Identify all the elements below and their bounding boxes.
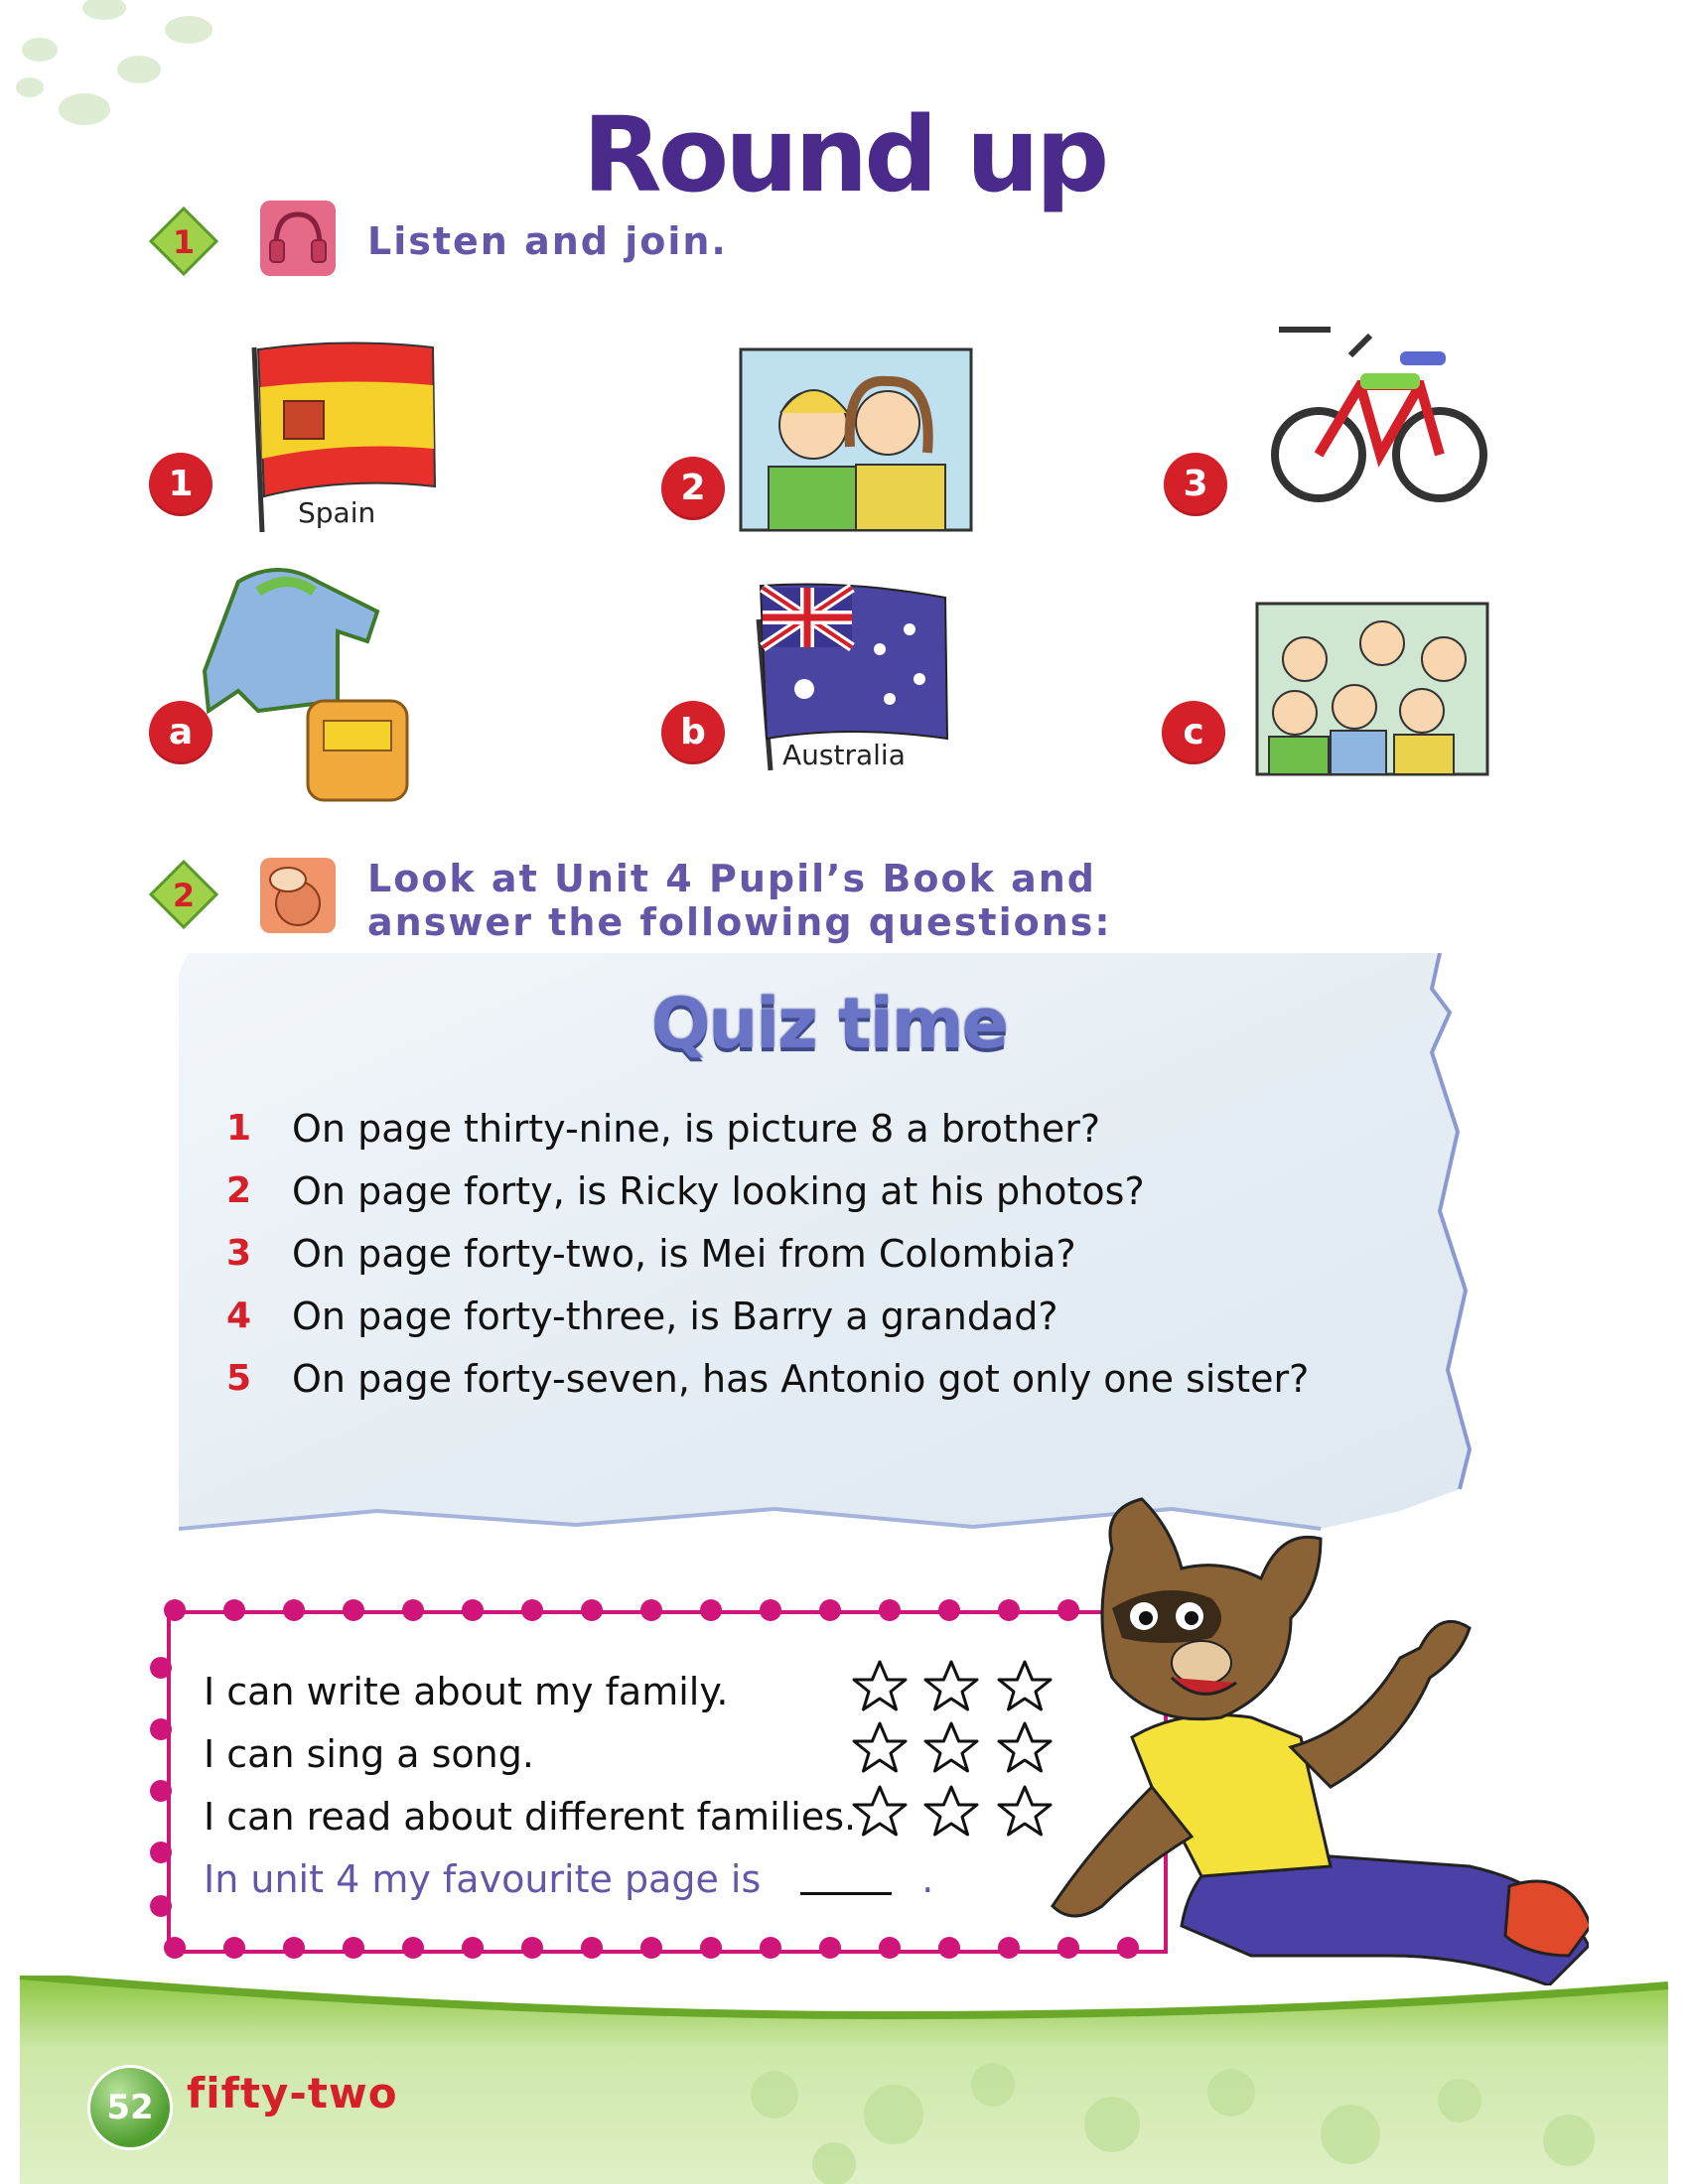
- quiz-question: [226, 1160, 1309, 1222]
- can-do-statement: I can read about different families.: [204, 1794, 857, 1839]
- star-icon[interactable]: [854, 1787, 906, 1835]
- star-icon[interactable]: [925, 1787, 977, 1835]
- star-icon[interactable]: [925, 1723, 977, 1771]
- question-text: On page thirty-nine, is picture 8 a brother?: [292, 1106, 1101, 1151]
- item-letter-a: a: [149, 701, 212, 764]
- question-number: 3: [226, 1233, 252, 1274]
- question-text: On page forty-two, is Mei from Colombia?: [292, 1231, 1076, 1276]
- exercise-1-number: 1: [172, 223, 196, 261]
- quiz-question: [226, 1347, 1309, 1410]
- page-number-badge: 52: [87, 2065, 173, 2150]
- favourite-page-prompt: In unit 4 my favourite page is: [204, 1856, 762, 1901]
- star-icon[interactable]: [854, 1723, 906, 1771]
- star-icon[interactable]: [925, 1662, 977, 1709]
- exercise-2-instruction-line-2: answer the following questions:: [367, 900, 1112, 944]
- exercise-2-number: 2: [172, 877, 196, 914]
- question-number: 2: [226, 1170, 252, 1211]
- question-text: On page forty-three, is Barry a grandad?: [292, 1294, 1058, 1338]
- question-text: On page forty, is Ricky looking at his photos?: [292, 1168, 1145, 1213]
- caption-spain: Spain: [298, 496, 376, 529]
- two-friends-picture: [739, 347, 973, 532]
- exercise-2-badge: [149, 860, 218, 929]
- item-number-2: 2: [661, 457, 725, 520]
- caption-australia: Australia: [782, 739, 906, 771]
- quiz-title: Quiz time: [650, 983, 1008, 1064]
- question-text: On page forty-seven, has Antonio got only one sister?: [292, 1356, 1310, 1401]
- quiz-question: [226, 1097, 1309, 1160]
- quiz-question: [226, 1285, 1309, 1347]
- quiz-question: [226, 1222, 1309, 1285]
- class-photo-picture: [1255, 602, 1489, 776]
- star-icon[interactable]: [854, 1662, 906, 1709]
- can-do-statement: I can write about my family.: [204, 1669, 729, 1713]
- exercise-1-instruction: Listen and join.: [367, 219, 728, 263]
- jacket-and-bag-picture: [199, 552, 427, 816]
- quiz-question-list: [226, 1097, 1309, 1410]
- item-letter-b: b: [661, 701, 725, 764]
- favourite-page-row: [204, 1847, 933, 1910]
- item-number-1: 1: [149, 453, 212, 516]
- bicycle-picture: [1271, 316, 1489, 512]
- exercise-1-badge: [149, 206, 218, 276]
- question-number: 5: [226, 1358, 252, 1399]
- book-icon: [256, 854, 340, 937]
- can-do-statement: I can sing a song.: [204, 1731, 534, 1776]
- question-number: 1: [226, 1108, 252, 1149]
- favourite-page-blank[interactable]: [800, 1862, 892, 1895]
- page-number-word: fifty-two: [187, 2069, 398, 2117]
- headphones-icon: [256, 197, 340, 280]
- self-assessment-list: [204, 1660, 933, 1910]
- favourite-page-period: .: [921, 1856, 934, 1901]
- item-letter-c: c: [1162, 701, 1225, 764]
- question-number: 4: [226, 1296, 252, 1336]
- item-number-3: 3: [1164, 453, 1227, 516]
- page-title: Round up: [582, 94, 1106, 215]
- exercise-2-instruction-line-1: Look at Unit 4 Pupil’s Book and: [367, 857, 1096, 900]
- raccoon-mascot-picture: [1033, 1489, 1589, 1985]
